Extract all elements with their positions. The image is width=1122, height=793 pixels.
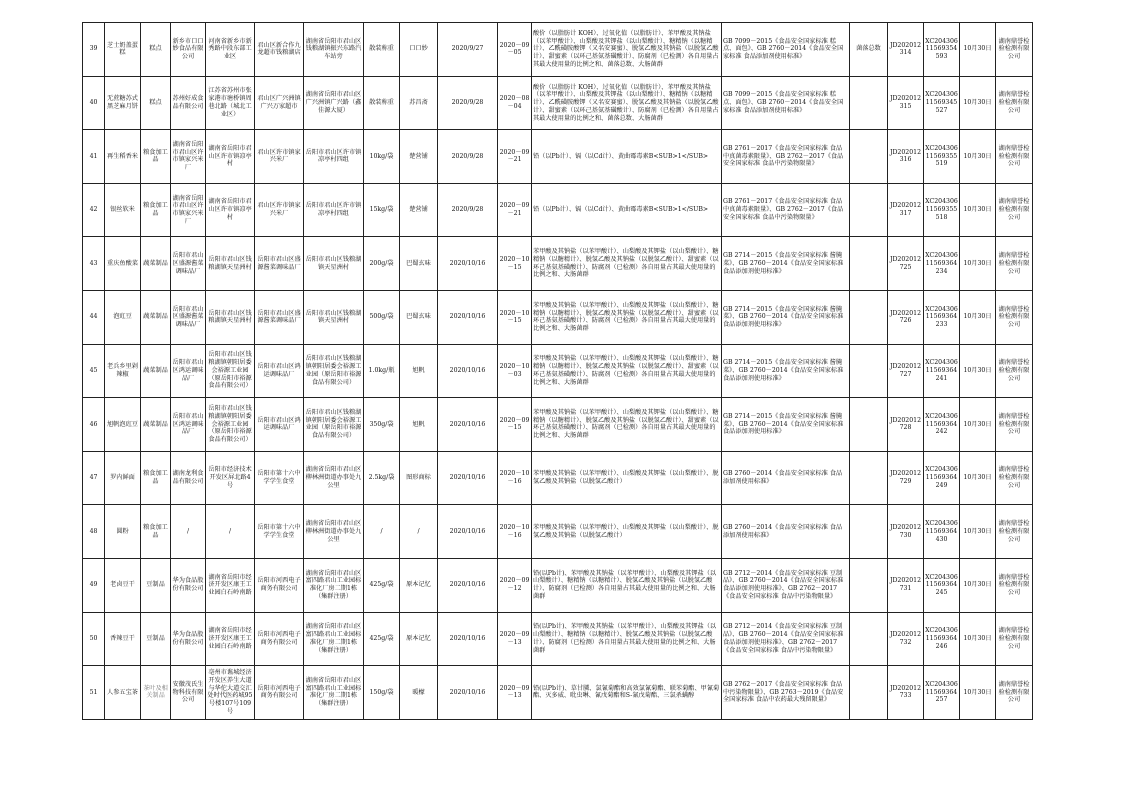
cell-row-number: 46 <box>83 398 105 452</box>
cell-row-number: 44 <box>83 290 105 344</box>
cell-sample-code: JD202012730 <box>888 505 924 559</box>
cell-row-number: 51 <box>83 666 105 720</box>
cell-report-date: 10月30日 <box>960 398 996 452</box>
cell-production-date: 2020－09－05 <box>498 23 532 77</box>
cell-producer-name: 岳阳市君山区盛源酱菜调味品厂 <box>171 290 206 344</box>
cell-sampled-unit-address: 岳阳市君山区钱粮湖镇天星洲村 <box>304 237 364 291</box>
cell-report-date: 10月30日 <box>960 505 996 559</box>
cell-report-code: XC20430611569345527 <box>924 76 960 130</box>
cell-food-category: 蔬菜制品 <box>141 344 171 398</box>
cell-report-date: 10月30日 <box>960 183 996 237</box>
cell-test-items: 苯甲酸及其钠盐（以苯甲酸计）、山梨酸及其钾盐（以山梨酸计）、糖精钠（以糖精计）、脱氢乙酸及其钠盐（以脱氢乙酸计）、甜蜜素（以环己基氨基磺酸计）、防腐剂（已检测）各自用量占其最大使用量的比例之和、大肠菌群 <box>532 237 722 291</box>
cell-sampling-date: 2020/9/28 <box>438 76 498 130</box>
cell-sample-code: JD202012315 <box>888 76 924 130</box>
cell-specification: 425g/袋 <box>364 612 400 666</box>
cell-sample-code: JD202012732 <box>888 612 924 666</box>
cell-producer-address: 岳阳市君山区钱粮湖镇天星洲村 <box>206 290 255 344</box>
cell-sample-code: JD202012727 <box>888 344 924 398</box>
cell-producer-address: 江苏省苏州市张家港市塘桥镇周巷北路（城北工业区） <box>206 76 255 130</box>
cell-sample-code: JD202012316 <box>888 130 924 184</box>
cell-sampled-unit: 岳阳市第十六中学学生食堂 <box>255 451 304 505</box>
cell-row-number: 39 <box>83 23 105 77</box>
cell-production-date: 2020－09－21 <box>498 130 532 184</box>
cell-report-code: XC20430611569364234 <box>924 237 960 291</box>
cell-row-number: 45 <box>83 344 105 398</box>
cell-specification: 散装称重 <box>364 76 400 130</box>
cell-food-category: 糕点 <box>141 23 171 77</box>
cell-food-category: 糕点 <box>141 76 171 130</box>
cell-row-number: 42 <box>83 183 105 237</box>
cell-report-date: 10月30日 <box>960 451 996 505</box>
cell-sampling-date: 2020/10/16 <box>438 505 498 559</box>
cell-production-date: 2020－08－04 <box>498 76 532 130</box>
cell-sampled-unit-address: 岳阳市君山区许市镇凉亭村四组 <box>304 130 364 184</box>
cell-producer-address: / <box>206 505 255 559</box>
cell-brand: 原本记忆 <box>400 558 438 612</box>
cell-failed-items <box>850 451 888 505</box>
cell-test-items: 酸价（以脂肪计 KOH）、过氧化值（以脂肪计）、苯甲酸及其钠盐（以苯甲酸计）、山梨酸及其钾盐（以山梨酸计）、糖精钠（以糖精计）、乙酰磺胺酸钾（又名安赛蜜）、脱氢乙酸及其钠盐（以脱氢乙酸计）、甜蜜素（以环己基氨基磺酸计）、防腐剂（已检测）各自用量占其最大使用量的比例之和、菌落总数、大肠菌群 <box>532 23 722 77</box>
cell-testing-agency: 湖南鼎誉检验检测有限公司 <box>996 237 1033 291</box>
cell-producer-name: 岳阳市君山区鸿运调味品厂 <box>171 398 206 452</box>
cell-producer-name: 苏州好成食品有限公司 <box>171 76 206 130</box>
cell-brand: 原本记忆 <box>400 612 438 666</box>
cell-sampled-unit: 岳阳市河西电子商务有限公司 <box>255 612 304 666</box>
cell-sample-name: 旭帆泡豇豆 <box>105 398 141 452</box>
cell-testing-agency: 湖南鼎誉检验检测有限公司 <box>996 344 1033 398</box>
cell-sampling-date: 2020/10/16 <box>438 612 498 666</box>
cell-row-number: 47 <box>83 451 105 505</box>
cell-producer-address: 岳阳市经济技术开发区屏北路4号 <box>206 451 255 505</box>
cell-sampling-date: 2020/10/16 <box>438 558 498 612</box>
cell-testing-agency: 湖南鼎誉检验检测有限公司 <box>996 451 1033 505</box>
cell-report-code: XC20430611569364242 <box>924 398 960 452</box>
cell-row-number: 48 <box>83 505 105 559</box>
cell-food-category: 蔬菜制品 <box>141 290 171 344</box>
cell-test-items: 铅(以Pb计)、苯甲酸及其钠盐（以苯甲酸计）、山梨酸及其钾盐（以山梨酸计）、糖精钠（以糖精计）、脱氢乙酸及其钠盐（以脱氢乙酸计）、防腐剂（已检测）各自用量占其最大使用量的比例之和、大肠菌群 <box>532 612 722 666</box>
cell-report-date: 10月30日 <box>960 23 996 77</box>
cell-production-date: 2020－09－13 <box>498 612 532 666</box>
cell-failed-items <box>850 76 888 130</box>
cell-test-items: 铅（以Pb计）、镉（以Cd计）、黄曲霉毒素B<SUB>1</SUB> <box>532 183 722 237</box>
cell-food-category: 粮食加工品 <box>141 505 171 559</box>
cell-producer-address: 河南省新乡市新秀路中段东部工业区 <box>206 23 255 77</box>
cell-sample-name: 老卤豆干 <box>105 558 141 612</box>
cell-specification: 150g/袋 <box>364 666 400 720</box>
cell-production-date: 2020－10－15 <box>498 237 532 291</box>
table-row <box>83 612 1033 666</box>
cell-producer-address: 湖南省岳阳市经济开发区康王工业园白石岭南路 <box>206 558 255 612</box>
cell-failed-items: 菌落总数 <box>850 23 888 77</box>
cell-brand: 口口妙 <box>400 23 438 77</box>
cell-failed-items <box>850 398 888 452</box>
cell-sample-name: 老兵乡里剁辣椒 <box>105 344 141 398</box>
cell-food-category: 蔬菜制品 <box>141 398 171 452</box>
cell-producer-address: 湖南省岳阳市君山区许市镇凉亭村 <box>206 183 255 237</box>
cell-producer-address: 湖南省岳阳市君山区许市镇凉亭村 <box>206 130 255 184</box>
cell-testing-agency: 湖南鼎誉检验检测有限公司 <box>996 130 1033 184</box>
cell-test-items: 苯甲酸及其钠盐（以苯甲酸计）、山梨酸及其钾盐（以山梨酸计）、脱氢乙酸及其钠盐（以脱氢乙酸计） <box>532 451 722 505</box>
cell-specification: 350g/袋 <box>364 398 400 452</box>
cell-standards: GB 7099－2015《食品安全国家标准 糕点、面包》、GB 2760－2014《食品安全国家标准 食品添加剂使用标准》 <box>722 23 850 77</box>
cell-brand: 苏昌斋 <box>400 76 438 130</box>
cell-specification: / <box>364 505 400 559</box>
cell-test-items: 苯甲酸及其钠盐（以苯甲酸计）、山梨酸及其钾盐（以山梨酸计）、脱氢乙酸及其钠盐（以脱氢乙酸计） <box>532 505 722 559</box>
cell-sample-name: 银丝软米 <box>105 183 141 237</box>
cell-sample-name: 人参五宝茶 <box>105 666 141 720</box>
cell-standards: GB 2712－2014《食品安全国家标准 豆制品》、GB 2760－2014《食品安全国家标准 食品添加剂使用标准》、GB 2762－2017《食品安全国家标准 食品中污染物限量》 <box>722 558 850 612</box>
cell-sample-name: 罗内鲜面 <box>105 451 141 505</box>
cell-sampled-unit-address: 岳阳市君山区钱粮湖镇朝阳居委会裕源工业园（原岳阳市裕源食品有限公司） <box>304 344 364 398</box>
table-row <box>83 130 1033 184</box>
cell-sample-code: JD202012729 <box>888 451 924 505</box>
cell-failed-items <box>850 505 888 559</box>
cell-failed-items <box>850 344 888 398</box>
cell-sampled-unit-address: 岳阳市君山区钱粮湖镇天星洲村 <box>304 290 364 344</box>
cell-sampled-unit-address: 湖南省岳阳市君山区富四路君山工业园标准化厂房二期1栋（集群注册） <box>304 612 364 666</box>
cell-standards: GB 2760－2014《食品安全国家标准 食品添加剂使用标准》 <box>722 505 850 559</box>
cell-report-date: 10月30日 <box>960 290 996 344</box>
cell-producer-name: 湖南龙利食品有限公司 <box>171 451 206 505</box>
cell-testing-agency: 湖南鼎誉检验检测有限公司 <box>996 612 1033 666</box>
cell-sampling-date: 2020/10/16 <box>438 344 498 398</box>
cell-food-category: 蔬菜制品 <box>141 237 171 291</box>
table-row <box>83 666 1033 720</box>
cell-sampled-unit: 君山区广兴洲镇广兴万家超市 <box>255 76 304 130</box>
cell-sample-name: 重庆鱼酸菜 <box>105 237 141 291</box>
cell-report-date: 10月30日 <box>960 666 996 720</box>
cell-brand: / <box>400 505 438 559</box>
cell-sampled-unit: 君山区新合作九龙超市钱粮湖店 <box>255 23 304 77</box>
cell-sampled-unit-address: 湖南省岳阳市君山区富四路君山工业园标准化厂房二期1栋（集群注册） <box>304 558 364 612</box>
cell-specification: 散装称重 <box>364 23 400 77</box>
table-row <box>83 183 1033 237</box>
cell-report-code: XC20430611569364249 <box>924 451 960 505</box>
cell-production-date: 2020－09－13 <box>498 666 532 720</box>
cell-producer-address: 湖南省岳阳市经济开发区康王工业园白石岭南路 <box>206 612 255 666</box>
cell-specification: 15kg/袋 <box>364 183 400 237</box>
cell-sample-code: JD202012726 <box>888 290 924 344</box>
cell-specification: 1.0kg/瓶 <box>364 344 400 398</box>
cell-standards: GB 2714－2015《食品安全国家标准 酱腌菜》、GB 2760－2014《食品安全国家标准 食品添加剂使用标准》 <box>722 237 850 291</box>
cell-production-date: 2020－10－16 <box>498 451 532 505</box>
cell-testing-agency: 湖南鼎誉检验检测有限公司 <box>996 558 1033 612</box>
cell-sampled-unit: 岳阳市河西电子商务有限公司 <box>255 666 304 720</box>
cell-report-code: XC20430611569364257 <box>924 666 960 720</box>
cell-sample-name: 泡豇豆 <box>105 290 141 344</box>
cell-report-code: XC20430611569364246 <box>924 612 960 666</box>
cell-brand: 巴蜀玄味 <box>400 290 438 344</box>
cell-food-category: 粮食加工品 <box>141 451 171 505</box>
cell-sample-code: JD202012317 <box>888 183 924 237</box>
cell-specification: 425g/袋 <box>364 558 400 612</box>
cell-specification: 200g/袋 <box>364 237 400 291</box>
cell-sampled-unit: 岳阳市君山区盛源酱菜调味品厂 <box>255 290 304 344</box>
cell-sample-code: JD202012728 <box>888 398 924 452</box>
cell-sample-name: 圆粉 <box>105 505 141 559</box>
cell-sampling-date: 2020/10/16 <box>438 451 498 505</box>
cell-sampled-unit-address: 岳阳市君山区钱粮湖镇朝阳居委会裕源工业园（原岳阳市裕源食品有限公司） <box>304 398 364 452</box>
cell-brand: 图形商标 <box>400 451 438 505</box>
cell-test-items: 铅(以Pb计)、苯甲酸及其钠盐（以苯甲酸计）、山梨酸及其钾盐（以山梨酸计）、糖精钠（以糖精计）、脱氢乙酸及其钠盐（以脱氢乙酸计）、防腐剂（已检测）各自用量占其最大使用量的比例之和、大肠菌群 <box>532 558 722 612</box>
cell-test-items: 苯甲酸及其钠盐（以苯甲酸计）、山梨酸及其钾盐（以山梨酸计）、糖精钠（以糖精计）、脱氢乙酸及其钠盐（以脱氢乙酸计）、甜蜜素（以环己基氨基磺酸计）、防腐剂（已检测）各自用量占其最大使用量的比例之和、大肠菌群 <box>532 290 722 344</box>
cell-standards: GB 2761－2017《食品安全国家标准 食品中真菌毒素限量》、GB 2762－2017《食品安全国家标准 食品中污染物限量》 <box>722 183 850 237</box>
cell-sampled-unit-address: 湖南省岳阳市君山区钱粮湖镇振兴东路汽车站旁 <box>304 23 364 77</box>
cell-brand: 旭帆 <box>400 344 438 398</box>
cell-food-category: 茶叶及相关制品 <box>141 666 171 720</box>
table-row <box>83 451 1033 505</box>
cell-food-category: 豆制品 <box>141 558 171 612</box>
table-row <box>83 23 1033 77</box>
table-row <box>83 505 1033 559</box>
cell-sample-name: 无蔗糖苏式黑芝麻月饼 <box>105 76 141 130</box>
cell-producer-name: 湖南省岳阳市君山区许市镇家兴米厂 <box>171 183 206 237</box>
cell-specification: 2.5kg/袋 <box>364 451 400 505</box>
cell-report-code: XC20430611569354593 <box>924 23 960 77</box>
cell-producer-name: 华为食品股份有限公司 <box>171 612 206 666</box>
cell-producer-name: / <box>171 505 206 559</box>
cell-standards: GB 2714－2015《食品安全国家标准 酱腌菜》、GB 2760－2014《食品安全国家标准 食品添加剂使用标准》 <box>722 290 850 344</box>
cell-standards: GB 7099－2015《食品安全国家标准 糕点、面包》、GB 2760－2014《食品安全国家标准 食品添加剂使用标准》 <box>722 76 850 130</box>
cell-food-category: 粮食加工品 <box>141 130 171 184</box>
cell-sampled-unit: 岳阳市君山区盛源酱菜调味品厂 <box>255 237 304 291</box>
cell-test-items: 酸价（以脂肪计 KOH）、过氧化值（以脂肪计）、苯甲酸及其钠盐（以苯甲酸计）、山梨酸及其钾盐（以山梨酸计）、糖精钠（以糖精计）、乙酰磺胺酸钾（又名安赛蜜）、脱氢乙酸及其钠盐（以脱氢乙酸计）、甜蜜素（以环己基氨基磺酸计）、防腐剂（已检测）各自用量占其最大使用量的比例之和、菌落总数、大肠菌群 <box>532 76 722 130</box>
cell-row-number: 40 <box>83 76 105 130</box>
cell-producer-name: 安徽茂氏生物科技有限公司 <box>171 666 206 720</box>
cell-production-date: 2020－10－15 <box>498 290 532 344</box>
cell-production-date: 2020－09－12 <box>498 558 532 612</box>
cell-failed-items <box>850 612 888 666</box>
cell-producer-name: 华为食品股份有限公司 <box>171 558 206 612</box>
cell-production-date: 2020－09－21 <box>498 183 532 237</box>
cell-standards: GB 2762－2017《食品安全国家标准 食品中污染物限量》、GB 2763－2019《食品安全国家标准 食品中农药最大残留限量》 <box>722 666 850 720</box>
cell-sample-name: 芝士奶盖蛋糕 <box>105 23 141 77</box>
cell-brand: 暖檬 <box>400 666 438 720</box>
table-row <box>83 237 1033 291</box>
cell-testing-agency: 湖南鼎誉检验检测有限公司 <box>996 398 1033 452</box>
cell-report-code: XC20430611569364233 <box>924 290 960 344</box>
cell-failed-items <box>850 290 888 344</box>
cell-row-number: 41 <box>83 130 105 184</box>
cell-sampled-unit: 君山区许市镇家兴米厂 <box>255 130 304 184</box>
cell-testing-agency: 湖南鼎誉检验检测有限公司 <box>996 23 1033 77</box>
cell-report-date: 10月30日 <box>960 237 996 291</box>
cell-report-code: XC20430611569364430 <box>924 505 960 559</box>
cell-failed-items <box>850 183 888 237</box>
cell-standards: GB 2714－2015《食品安全国家标准 酱腌菜》、GB 2760－2014《食品安全国家标准 食品添加剂使用标准》 <box>722 398 850 452</box>
cell-sampled-unit-address: 湖南省岳阳市君山区广兴洲镇广兴路（鑫佳源大厦） <box>304 76 364 130</box>
cell-sampled-unit: 岳阳市君山区鸿运调味品厂 <box>255 344 304 398</box>
cell-test-items: 苯甲酸及其钠盐（以苯甲酸计）、山梨酸及其钾盐（以山梨酸计）、糖精钠（以糖精计）、脱氢乙酸及其钠盐（以脱氢乙酸计）、甜蜜素（以环己基氨基磺酸计）、防腐剂（已检测）各自用量占其最大使用量的比例之和、大肠菌群 <box>532 398 722 452</box>
cell-test-items: 铅（以Pb计）、镉（以Cd计）、黄曲霉毒素B<SUB>1</SUB> <box>532 130 722 184</box>
cell-sample-code: JD202012314 <box>888 23 924 77</box>
cell-sampling-date: 2020/9/28 <box>438 183 498 237</box>
cell-failed-items <box>850 237 888 291</box>
cell-report-code: XC20430611569364245 <box>924 558 960 612</box>
cell-row-number: 50 <box>83 612 105 666</box>
cell-testing-agency: 湖南鼎誉检验检测有限公司 <box>996 666 1033 720</box>
cell-brand: 楚营铺 <box>400 130 438 184</box>
cell-brand: 巴蜀玄味 <box>400 237 438 291</box>
table-row <box>83 290 1033 344</box>
cell-sample-name: 香辣豆干 <box>105 612 141 666</box>
cell-producer-name: 湖南省岳阳市君山区许市镇家兴米厂 <box>171 130 206 184</box>
cell-producer-name: 岳阳市君山区鸿运调味品厂 <box>171 344 206 398</box>
cell-sampled-unit-address: 湖南省岳阳市君山区柳林洲街道办事处九公里 <box>304 451 364 505</box>
cell-sampling-date: 2020/10/16 <box>438 666 498 720</box>
cell-testing-agency: 湖南鼎誉检验检测有限公司 <box>996 505 1033 559</box>
sampling-results-table <box>82 22 1033 720</box>
cell-producer-name: 新乡市口口妙食品有限公司 <box>171 23 206 77</box>
cell-row-number: 43 <box>83 237 105 291</box>
cell-test-items: 铅(以Pb计)、草甘膦、氯氰菊酯和高效氯氰菊酯、联苯菊酯、甲氰菊酯、灭多威、吡虫啉、氰戊菊酯和S-氰戊菊酯、三氯杀螨醇 <box>532 666 722 720</box>
cell-producer-address: 岳阳市君山区钱粮湖镇朝阳居委会裕源工业园（原岳阳市裕源食品有限公司） <box>206 344 255 398</box>
cell-sampled-unit: 岳阳市第十六中学学生食堂 <box>255 505 304 559</box>
cell-brand: 楚营铺 <box>400 183 438 237</box>
cell-standards: GB 2712－2014《食品安全国家标准 豆制品》、GB 2760－2014《食品安全国家标准 食品添加剂使用标准》、GB 2762－2017《食品安全国家标准 食品中污染物限量》 <box>722 612 850 666</box>
cell-test-items: 苯甲酸及其钠盐（以苯甲酸计）、山梨酸及其钾盐（以山梨酸计）、糖精钠（以糖精计）、脱氢乙酸及其钠盐（以脱氢乙酸计）、甜蜜素（以环己基氨基磺酸计）、防腐剂（已检测）各自用量占其最大使用量的比例之和、大肠菌群 <box>532 344 722 398</box>
cell-producer-address: 岳阳市君山区钱粮湖镇天星洲村 <box>206 237 255 291</box>
cell-specification: 10kg/袋 <box>364 130 400 184</box>
cell-specification: 500g/袋 <box>364 290 400 344</box>
cell-producer-address: 岳阳市君山区钱粮湖镇朝阳居委会裕源工业园（原岳阳市裕源食品有限公司） <box>206 398 255 452</box>
cell-row-number: 49 <box>83 558 105 612</box>
cell-sampled-unit: 岳阳市河西电子商务有限公司 <box>255 558 304 612</box>
cell-food-category: 粮食加工品 <box>141 183 171 237</box>
cell-testing-agency: 湖南鼎誉检验检测有限公司 <box>996 183 1033 237</box>
cell-brand: 旭帆 <box>400 398 438 452</box>
cell-sampling-date: 2020/10/16 <box>438 290 498 344</box>
cell-sampled-unit-address: 湖南省岳阳市君山区柳林洲街道办事处九公里 <box>304 505 364 559</box>
cell-report-date: 10月30日 <box>960 612 996 666</box>
cell-sampling-date: 2020/10/16 <box>438 237 498 291</box>
cell-standards: GB 2714－2015《食品安全国家标准 酱腌菜》、GB 2760－2014《食品安全国家标准 食品添加剂使用标准》 <box>722 344 850 398</box>
cell-report-code: XC20430611569364241 <box>924 344 960 398</box>
cell-sample-code: JD202012733 <box>888 666 924 720</box>
cell-food-category: 豆制品 <box>141 612 171 666</box>
cell-sample-code: JD202012731 <box>888 558 924 612</box>
table-row <box>83 398 1033 452</box>
cell-production-date: 2020－09－15 <box>498 398 532 452</box>
cell-production-date: 2020－10－03 <box>498 344 532 398</box>
cell-report-date: 10月30日 <box>960 76 996 130</box>
cell-sampling-date: 2020/9/28 <box>438 130 498 184</box>
cell-report-date: 10月30日 <box>960 344 996 398</box>
cell-producer-address: 亳州市谯城经济开发区养生大道与华佗大道交汇处时代医药城95号楼107号109号 <box>206 666 255 720</box>
cell-report-code: XC20430611569355518 <box>924 183 960 237</box>
cell-report-code: XC20430611569355519 <box>924 130 960 184</box>
cell-sampling-date: 2020/10/16 <box>438 398 498 452</box>
cell-sample-code: JD202012725 <box>888 237 924 291</box>
cell-report-date: 10月30日 <box>960 558 996 612</box>
cell-production-date: 2020－10－16 <box>498 505 532 559</box>
cell-testing-agency: 湖南鼎誉检验检测有限公司 <box>996 290 1033 344</box>
cell-sample-name: 再生稻香米 <box>105 130 141 184</box>
cell-failed-items <box>850 558 888 612</box>
cell-failed-items <box>850 130 888 184</box>
cell-report-date: 10月30日 <box>960 130 996 184</box>
cell-sampling-date: 2020/9/27 <box>438 23 498 77</box>
cell-sampled-unit: 岳阳市君山区鸿运调味品厂 <box>255 398 304 452</box>
cell-producer-name: 岳阳市君山区盛源酱菜调味品厂 <box>171 237 206 291</box>
cell-testing-agency: 湖南鼎誉检验检测有限公司 <box>996 76 1033 130</box>
cell-sampled-unit-address: 湖南省岳阳市君山区富四路君山工业园标准化厂房二期1栋（集群注册） <box>304 666 364 720</box>
table-row <box>83 344 1033 398</box>
cell-sampled-unit: 君山区许市镇家兴米厂 <box>255 183 304 237</box>
cell-standards: GB 2761－2017《食品安全国家标准 食品中真菌毒素限量》、GB 2762－2017《食品安全国家标准 食品中污染物限量》 <box>722 130 850 184</box>
cell-standards: GB 2760－2014《食品安全国家标准 食品添加剂使用标准》 <box>722 451 850 505</box>
table-row <box>83 558 1033 612</box>
cell-failed-items <box>850 666 888 720</box>
cell-sampled-unit-address: 岳阳市君山区许市镇凉亭村四组 <box>304 183 364 237</box>
table-row <box>83 76 1033 130</box>
